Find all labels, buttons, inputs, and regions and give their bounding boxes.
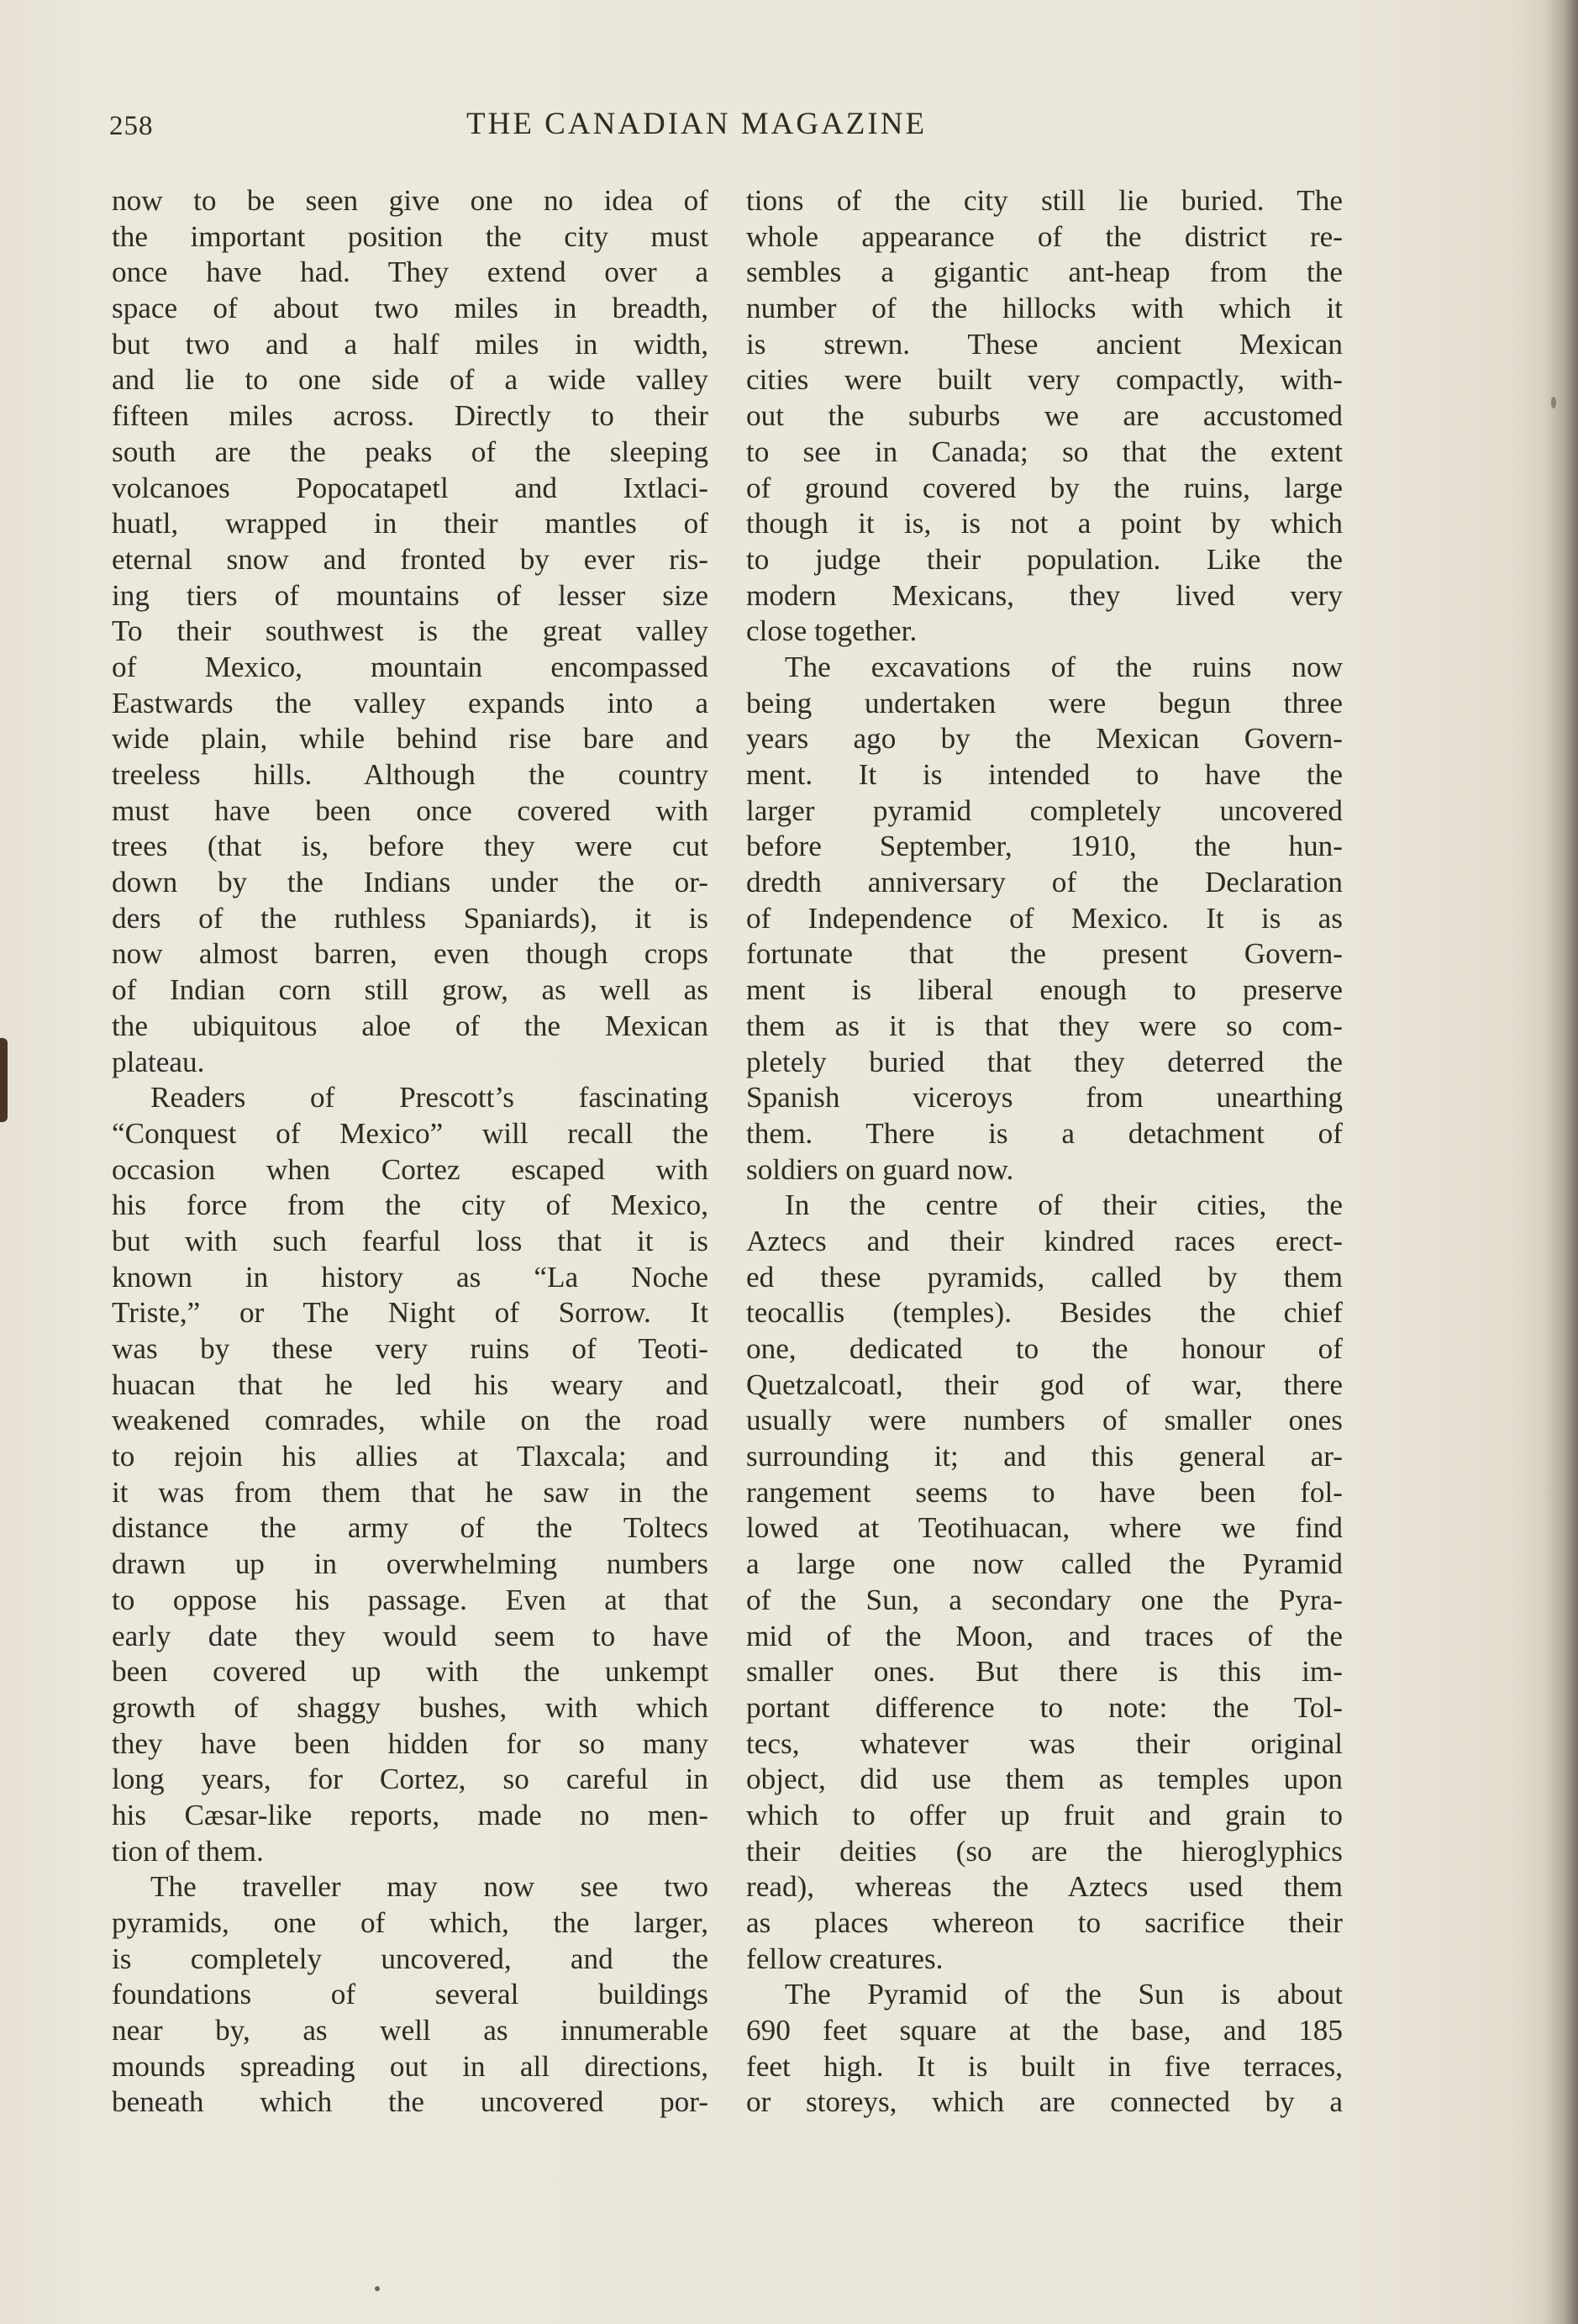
text-line: it was from them that he saw in the bbox=[112, 1475, 708, 1509]
text-line: or storeys, which are connected by a bbox=[746, 2085, 1343, 2119]
text-line: growth of shaggy bushes, with which bbox=[112, 1690, 708, 1724]
text-line: ing tiers of mountains of lesser size bbox=[112, 578, 708, 612]
text-line: wide plain, while behind rise bare and bbox=[112, 722, 708, 756]
text-line: early date they would seem to have bbox=[112, 1619, 708, 1652]
text-line: cities were built very compactly, with- bbox=[746, 363, 1343, 397]
text-line: which to offer up fruit and grain to bbox=[746, 1798, 1343, 1831]
text-line: rangement seems to have been fol- bbox=[746, 1475, 1343, 1509]
text-line: sembles a gigantic ant-heap from the bbox=[746, 256, 1343, 289]
text-line: modern Mexicans, they lived very bbox=[746, 578, 1343, 612]
text-line: To their southwest is the great valley bbox=[112, 614, 708, 648]
text-line: dredth anniversary of the Declaration bbox=[746, 866, 1343, 899]
text-line: been covered up with the unkempt bbox=[112, 1655, 708, 1689]
left-text-column bbox=[112, 183, 708, 2121]
text-line: usually were numbers of smaller ones bbox=[746, 1404, 1343, 1437]
text-line: being undertaken were begun three bbox=[746, 686, 1343, 719]
text-line: mid of the Moon, and traces of the bbox=[746, 1619, 1343, 1652]
text-line: number of the hillocks with which it bbox=[746, 292, 1343, 325]
text-line: ders of the ruthless Spaniards), it is bbox=[112, 901, 708, 935]
text-line: eternal snow and fronted by ever ris- bbox=[112, 542, 708, 576]
text-line: pyramids, one of which, the larger, bbox=[112, 1906, 708, 1939]
text-line: to rejoin his allies at Tlaxcala; and bbox=[112, 1440, 708, 1473]
text-line: is strewn. These ancient Mexican bbox=[746, 327, 1343, 361]
text-line: portant difference to note: the Tol- bbox=[746, 1690, 1343, 1724]
text-line: one, dedicated to the honour of bbox=[746, 1332, 1343, 1365]
text-line: whole appearance of the district re- bbox=[746, 219, 1343, 253]
text-line: plateau. bbox=[112, 1045, 205, 1078]
text-line: years ago by the Mexican Govern- bbox=[746, 722, 1343, 756]
text-line: and lie to one side of a wide valley bbox=[112, 363, 708, 397]
text-line: Aztecs and their kindred races erect- bbox=[746, 1224, 1343, 1257]
text-line: near by, as well as innumerable bbox=[112, 2014, 708, 2047]
text-line: south are the peaks of the sleeping bbox=[112, 435, 708, 468]
text-line: down by the Indians under the or- bbox=[112, 866, 708, 899]
running-title: THE CANADIAN MAGAZINE bbox=[466, 107, 928, 141]
text-line: huatl, wrapped in their mantles of bbox=[112, 507, 708, 540]
text-line: was by these very ruins of Teoti- bbox=[112, 1332, 708, 1365]
text-line: Spanish viceroys from unearthing bbox=[746, 1081, 1343, 1115]
text-line: but two and a half miles in width, bbox=[112, 327, 708, 361]
text-line: must have been once covered with bbox=[112, 793, 708, 827]
text-line: object, did use them as temples upon bbox=[746, 1763, 1343, 1796]
text-line: fellow creatures. bbox=[746, 1942, 944, 1975]
text-line: The Pyramid of the Sun is about bbox=[785, 1978, 1343, 2011]
text-line: of Independence of Mexico. It is as bbox=[746, 901, 1343, 935]
text-line: now to be seen give one no idea of bbox=[112, 184, 708, 217]
text-line: The traveller may now see two bbox=[150, 1870, 708, 1904]
text-line: soldiers on guard now. bbox=[746, 1152, 1014, 1186]
text-line: Eastwards the valley expands into a bbox=[112, 686, 708, 719]
text-line: trees (that is, before they were cut bbox=[112, 830, 708, 863]
text-line: ment. It is intended to have the bbox=[746, 758, 1343, 791]
text-line: occasion when Cortez escaped with bbox=[112, 1152, 708, 1186]
text-line: is completely uncovered, and the bbox=[112, 1942, 708, 1975]
text-line: Readers of Prescott’s fascinating bbox=[150, 1081, 708, 1115]
text-line: weakened comrades, while on the road bbox=[112, 1404, 708, 1437]
text-line: tecs, whatever was their original bbox=[746, 1726, 1343, 1760]
text-line: to see in Canada; so that the extent bbox=[746, 435, 1343, 468]
right-text-column bbox=[746, 183, 1343, 2121]
text-line: tion of them. bbox=[112, 1834, 264, 1868]
text-line: close together. bbox=[746, 614, 918, 648]
text-line: foundations of several buildings bbox=[112, 1978, 708, 2011]
text-line: now almost barren, even though crops bbox=[112, 937, 708, 971]
text-line: long years, for Cortez, so careful in bbox=[112, 1763, 708, 1796]
text-line: fifteen miles across. Directly to their bbox=[112, 399, 708, 433]
text-line: fortunate that the present Govern- bbox=[746, 937, 1343, 971]
text-line: distance the army of the Toltecs bbox=[112, 1511, 708, 1545]
paper-speck bbox=[375, 2286, 380, 2291]
text-line: drawn up in overwhelming numbers bbox=[112, 1547, 708, 1581]
text-line: the ubiquitous aloe of the Mexican bbox=[112, 1009, 708, 1042]
text-line: ed these pyramids, called by them bbox=[746, 1260, 1343, 1294]
paper-speck bbox=[1551, 397, 1556, 408]
text-line: of the Sun, a secondary one the Pyra- bbox=[746, 1583, 1343, 1616]
text-line: pletely buried that they deterred the bbox=[746, 1045, 1343, 1078]
text-line: of Mexico, mountain encompassed bbox=[112, 650, 708, 683]
text-line: the important position the city must bbox=[112, 219, 708, 253]
text-line: larger pyramid completely uncovered bbox=[746, 793, 1343, 827]
text-line: teocallis (temples). Besides the chief bbox=[746, 1296, 1343, 1330]
text-line: In the centre of their cities, the bbox=[785, 1188, 1343, 1222]
text-line: out the suburbs we are accustomed bbox=[746, 399, 1343, 433]
text-line: as places whereon to sacrifice their bbox=[746, 1906, 1343, 1939]
text-line: smaller ones. But there is this im- bbox=[746, 1655, 1343, 1689]
text-line: them as it is that they were so com- bbox=[746, 1009, 1343, 1042]
text-line: lowed at Teotihuacan, where we find bbox=[746, 1511, 1343, 1545]
text-line: The excavations of the ruins now bbox=[785, 650, 1343, 683]
text-line: 690 feet square at the base, and 185 bbox=[746, 2014, 1343, 2047]
text-line: of ground covered by the ruins, large bbox=[746, 471, 1343, 504]
text-line: before September, 1910, the hun- bbox=[746, 830, 1343, 863]
text-line: they have been hidden for so many bbox=[112, 1726, 708, 1760]
text-line: beneath which the uncovered por- bbox=[112, 2085, 708, 2119]
text-line: known in history as “La Noche bbox=[112, 1260, 708, 1294]
page-binding-shadow bbox=[1544, 0, 1578, 2324]
text-line: huacan that he led his weary and bbox=[112, 1368, 708, 1401]
text-line: mounds spreading out in all directions, bbox=[112, 2049, 708, 2083]
text-line: “Conquest of Mexico” will recall the bbox=[112, 1116, 708, 1150]
text-line: Quetzalcoatl, their god of war, there bbox=[746, 1368, 1343, 1401]
text-line: his force from the city of Mexico, bbox=[112, 1188, 708, 1222]
text-line: ment is liberal enough to preserve bbox=[746, 973, 1343, 1007]
page-number: 258 bbox=[109, 111, 154, 141]
text-line: treeless hills. Although the country bbox=[112, 758, 708, 791]
text-line: of Indian corn still grow, as well as bbox=[112, 973, 708, 1007]
text-line: tions of the city still lie buried. The bbox=[746, 184, 1343, 217]
text-line: once have had. They extend over a bbox=[112, 256, 708, 289]
text-line: to oppose his passage. Even at that bbox=[112, 1583, 708, 1616]
text-line: volcanoes Popocatapetl and Ixtlaci- bbox=[112, 471, 708, 504]
text-line: space of about two miles in breadth, bbox=[112, 292, 708, 325]
text-line: Triste,” or The Night of Sorrow. It bbox=[112, 1296, 708, 1330]
text-line: his Cæsar-like reports, made no men- bbox=[112, 1798, 708, 1831]
text-line: them. There is a detachment of bbox=[746, 1116, 1343, 1150]
text-line: but with such fearful loss that it is bbox=[112, 1224, 708, 1257]
page-edge-mark bbox=[0, 1038, 8, 1122]
text-line: their deities (so are the hieroglyphics bbox=[746, 1834, 1343, 1868]
text-line: feet high. It is built in five terraces, bbox=[746, 2049, 1343, 2083]
text-line: surrounding it; and this general ar- bbox=[746, 1440, 1343, 1473]
text-line: though it is, is not a point by which bbox=[746, 507, 1343, 540]
text-line: to judge their population. Like the bbox=[746, 542, 1343, 576]
text-line: read), whereas the Aztecs used them bbox=[746, 1870, 1343, 1904]
text-line: a large one now called the Pyramid bbox=[746, 1547, 1343, 1581]
